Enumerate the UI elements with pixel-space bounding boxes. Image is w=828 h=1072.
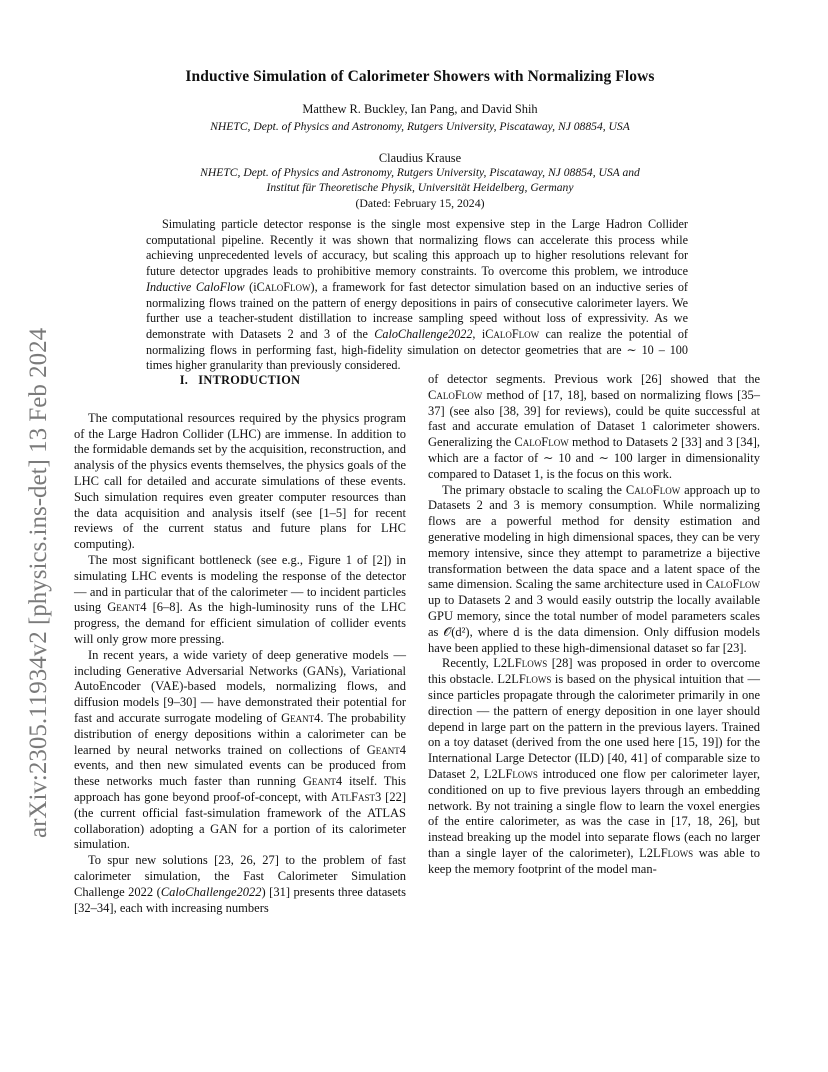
abstract: Simulating particle detector response is the single most expensive step in the Large Hadron Collider computational pipeline. Recently it was shown that normalizing flows can accelerate this process while achieving unprecedented levels of accuracy, but scaling this approach up to higher resolutions relevant for future detector upgrades leads to prohibitive memory constraints. To overcome this problem, we introduce Inductive CaloFlow (iCaloFlow), a framework for fast detector simulation based on an inductive series of normalizing flows trained on the pattern of energy depositions in pairs of consecutive calorimeter layers. We further use a teacher-student distillation to increase sampling speed without loss of expressivity. As we demonstrate with Datasets 2 and 3 of the CaloChallenge2022, iCaloFlow can realize the potential of normalizing flows in performing fast, high-fidelity simulation on detector geometries that are ∼ 10 – 100 times higher granularity than previously considered. (146, 217, 688, 373)
intro-paragraph-5: The primary obstacle to scaling the CaloFlow approach up to Datasets 2 and 3 is memory consumption. While normalizing flows are a powerful method for density estimation and generative modeling in high dimensional spaces, they can be very memory intensive, since they attempt to parametrize a bijective transformation between the data space and a latent space of the same dimension. Scaling the same architecture used in CaloFlow up to Datasets 2 and 3 would easily outstrip the locally available GPU memory, since the total number of model parameters scales as 𝒪(d²), where d is the data dimension. Only diffusion models have been applied to these high-dimensional dataset so far [23]. (428, 482, 761, 655)
intro-paragraph-2: The most significant bottleneck (see e.g., Figure 1 of [2]) in simulating LHC events is modeling the response of the detector — and in particular that of the calorimeter — to incident particles using Geant4 [6–8]. As the high-luminosity runs of the LHC progress, the demand for efficient simulation of collider events will only grow more pressing. (74, 552, 406, 646)
affiliation-1: NHETC, Dept. of Physics and Astronomy, Rutgers University, Piscataway, NJ 08854, USA (210, 120, 630, 133)
affiliation-2b: Institut für Theoretische Physik, Universität Heidelberg, Germany (266, 181, 574, 194)
left-column (74, 372, 406, 916)
authors-group-2: Claudius Krause (378, 151, 462, 165)
paper-title: Inductive Simulation of Calorimeter Showers with Normalizing Flows (185, 68, 655, 85)
right-column (428, 372, 760, 878)
affiliation-2a: NHETC, Dept. of Physics and Astronomy, Rutgers University, Piscataway, NJ 08854, USA and (200, 166, 640, 179)
arxiv-identifier-stamp (10, 260, 62, 840)
arxiv-id-text: arXiv:2305.11934v2 [physics.ins-det] 13 Feb 2024 (25, 327, 52, 838)
section-heading-introduction: I. INTRODUCTION (179, 373, 301, 387)
intro-paragraph-4: To spur new solutions [23, 26, 27] to the problem of fast calorimeter simulation, the Fast Calorimeter Simulation Challenge 2022 (CaloChallenge2022) [31] presents three datasets [32–34], each with increasing numbers (74, 853, 406, 915)
authors-group-1: Matthew R. Buckley, Ian Pang, and David Shih (302, 102, 538, 116)
intro-paragraph-1: The computational resources required by the physics program of the Large Hadron Collider (LHC) are immense. In addition to the formidable demands set by the acquisition, reconstruction, and analysis of the physics events themselves, the physics goals of the LHC call for detailed and accurate simulations of these events. Such simulation requires even greater computer resources than the data acquisition and analysis itself (see [1–5] for recent reviews of the current status and future plans for LHC computing). (74, 410, 406, 552)
intro-paragraph-4-continued: of detector segments. Previous work [26] showed that the CaloFlow method of [17, 18], based on normalizing flows [35–37] (see also [38, 39] for reviews), could be quite successful at fast and accurate emulation of Dataset 1 calorimeter showers. Generalizing the CaloFlow method to Datasets 2 [33] and 3 [34], which are a factor of ∼ 10 and ∼ 100 larger in dimensionality compared to Dataset 1, is the focus on this work. (428, 372, 760, 481)
date-line: (Dated: February 15, 2024) (355, 196, 485, 210)
intro-paragraph-6: Recently, L2LFlows [28] was proposed in order to overcome this obstacle. L2LFlows is based on the physical intuition that — since particles propagate through the calorimeter primarily in one direction — the pattern of energy deposition in one layer should depend in large part on the pattern in the previous layers. Trained on a toy dataset (derived from the one used here [15, 19]) for the International Large Detector (ILD) [40, 41] of comparable size to Dataset 2, L2LFlows introduced one flow per calorimeter layer, conditioned on up to five previous layers through an embedding network. By not training a single flow to learn the voxel energies of the entire calorimeter, as was the case in [17, 18, 26], but instead breaking up the model into separate flows (each no larger than a single layer of the calorimeter), L2LFlows was able to keep the memory footprint of the model man- (428, 656, 760, 876)
intro-paragraph-3: In recent years, a wide variety of deep generative models — including Generative Adversarial Networks (GANs), Variational AutoEncoder (VAE)-based models, normalizing flows, and diffusion models [9–30] — have demonstrated their potential for fast and accurate surrogate modeling of Geant4. The probability distribution of energy depositions within a calorimeter can be learned by neural networks trained on collections of Geant4 events, and then new simulated events can be produced from these networks much faster than running Geant4 itself. This approach has gone beyond proof-of-concept, with AtlFast3 [22] (the current official fast-simulation framework of the ATLAS collaboration) adopting a GAN for a portion of its calorimeter simulation. (74, 647, 406, 852)
